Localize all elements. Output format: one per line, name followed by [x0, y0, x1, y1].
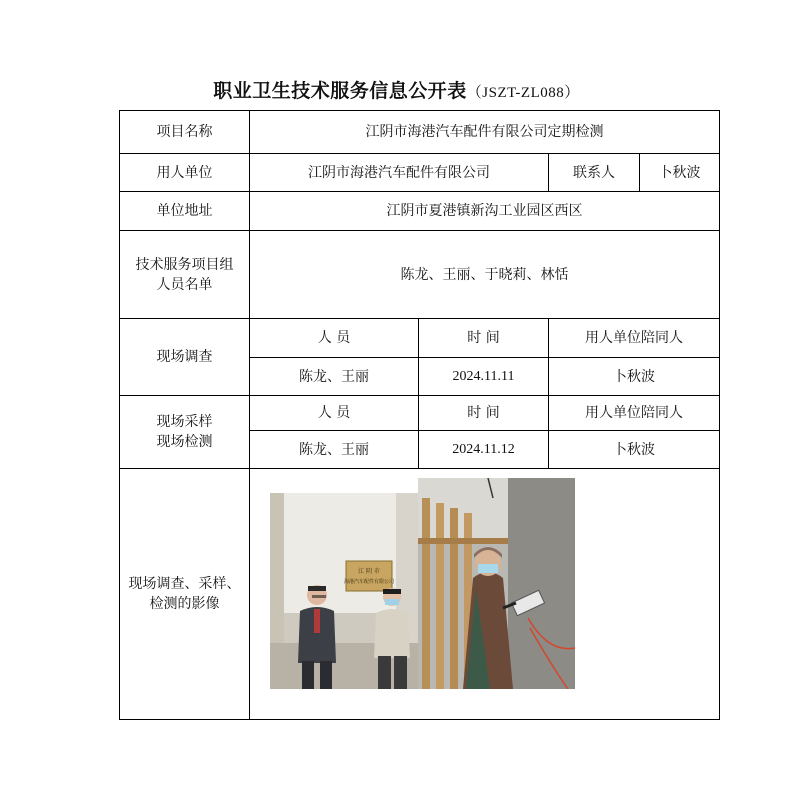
survey-header-time: 时 间 — [467, 330, 500, 346]
sampling-header-escort: 用人单位陪同人 — [585, 405, 683, 421]
contact-label: 联系人 — [573, 164, 615, 181]
team-value: 陈龙、王丽、于晓莉、林恬 — [400, 266, 569, 283]
sampling-label-line2: 现场检测 — [156, 434, 213, 450]
svg-text:海港汽车配件有限公司: 海港汽车配件有限公司 — [343, 579, 395, 585]
survey-header-escort: 用人单位陪同人 — [585, 330, 683, 346]
sampling-label-line1: 现场采样 — [156, 414, 213, 430]
images-label-line2: 检测的影像 — [149, 596, 220, 612]
team-label — [120, 231, 249, 318]
sampling-time: 2024.11.12 — [452, 441, 515, 457]
address-value: 江阴市夏港镇新沟工业园区西区 — [386, 203, 583, 219]
sampling-people: 陈龙、王丽 — [299, 441, 369, 458]
survey-people: 陈龙、王丽 — [299, 368, 369, 385]
document-title — [0, 76, 793, 103]
survey-escort: 卜秋波 — [613, 368, 655, 385]
survey-label: 现场调查 — [156, 349, 213, 365]
title-code: （JSZT-ZL088） — [466, 85, 580, 101]
title-text: 职业卫生技术服务信息公开表 — [213, 80, 467, 102]
project-name-value: 江阴市海港汽车配件有限公司定期检测 — [365, 124, 604, 140]
contact-value: 卜秋波 — [658, 164, 701, 181]
employer-value: 江阴市海港汽车配件有限公司 — [308, 164, 490, 181]
employer-label: 用人单位 — [156, 164, 213, 181]
images-label-line1: 现场调查、采样、 — [128, 576, 241, 592]
site-sampling-photo — [418, 478, 575, 689]
survey-time: 2024.11.11 — [452, 368, 515, 384]
svg-text:江 阴 市: 江 阴 市 — [358, 568, 380, 575]
images-label — [120, 469, 249, 719]
site-survey-photo — [270, 493, 418, 689]
address-label: 单位地址 — [156, 203, 213, 219]
sampling-escort: 卜秋波 — [613, 441, 655, 458]
team-label-line1: 技术服务项目组 — [135, 256, 234, 273]
team-label-line2: 人员名单 — [156, 276, 213, 293]
sampling-label — [120, 396, 249, 468]
project-name-label: 项目名称 — [156, 124, 213, 140]
sampling-header-time: 时 间 — [467, 405, 500, 421]
survey-header-people: 人 员 — [317, 330, 351, 346]
sampling-header-people: 人 员 — [317, 405, 351, 421]
